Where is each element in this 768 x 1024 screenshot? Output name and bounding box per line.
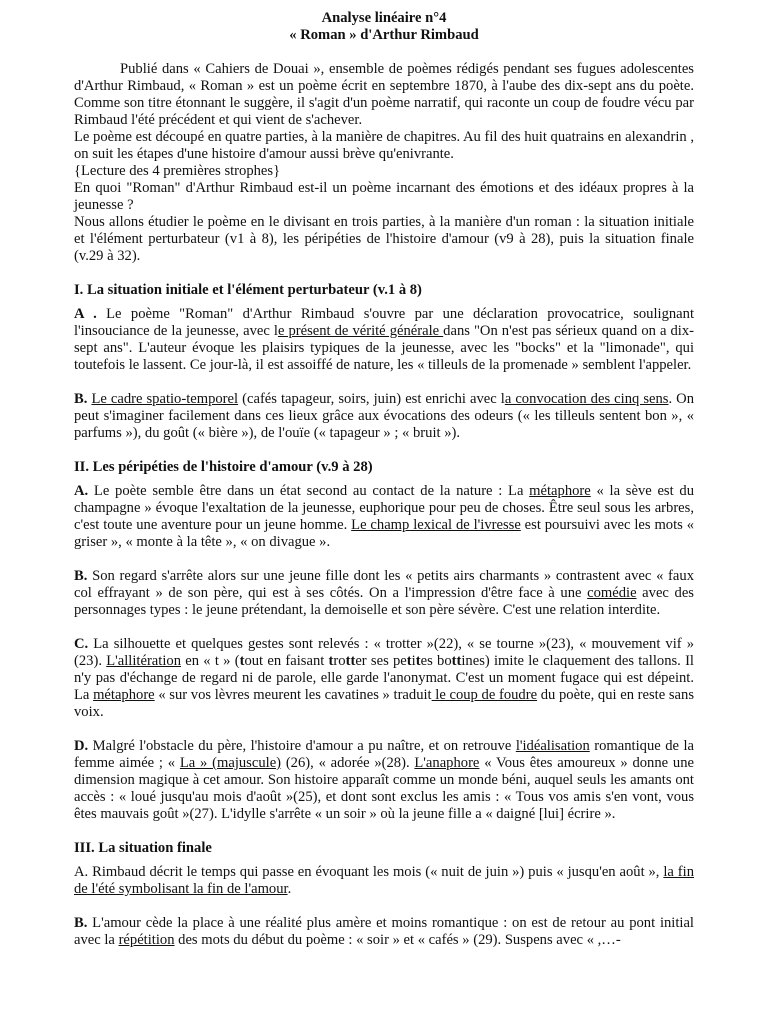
text-run: out en faisant bbox=[244, 653, 329, 669]
text-run: Rimbaud décrit le temps qui passe en évoquant les mois (« nuit de juin ») puis « jusqu'en août », bbox=[88, 864, 664, 880]
section-1-paragraph-a bbox=[74, 306, 694, 374]
text-run: avec des personnages types : le jeune prétendant, la demoiselle et son père sévère. C'est une relation interdite. bbox=[74, 585, 694, 618]
paragraph-label: C. bbox=[74, 636, 89, 652]
text-run: Son regard s'arrête alors sur une jeune fille dont les « petits airs charmants » contrastent avec « faux col effrayant » de son père, qui est à ses côtés. On a l'impression d'être face à une bbox=[74, 568, 694, 601]
underlined-term: La » (majuscule) bbox=[179, 755, 282, 771]
text-run: (cafés tapageur, soirs, juin) est enrichi avec l bbox=[238, 391, 505, 407]
text-run: Le poète semble être dans un état second au contact de la nature : La bbox=[88, 483, 530, 499]
intro-reading-note: {Lecture des 4 premières strophes} bbox=[74, 163, 281, 179]
underlined-term: la fin de l'été symbolisant la fin de l'amour bbox=[74, 864, 694, 897]
text-run: Malgré l'obstacle du père, l'histoire d'amour a pu naître, et on retrouve bbox=[88, 738, 516, 754]
text-run: Le poème "Roman" d'Arthur Rimbaud s'ouvre par une déclaration provocatrice, soulignant l'insouciance de la jeunesse, avec l bbox=[74, 306, 694, 339]
paragraph-label: A. bbox=[74, 483, 89, 499]
bold-letter: t bbox=[239, 653, 245, 669]
text-run: du poète, qui en reste sans voix. bbox=[74, 687, 695, 720]
underlined-term: e présent de vérité générale bbox=[277, 323, 444, 339]
bold-letter: t bbox=[406, 653, 412, 669]
text-run: i bbox=[411, 653, 416, 669]
paragraph-label: B. bbox=[74, 915, 88, 931]
text-run: (26), « adorée »(28). bbox=[281, 755, 415, 771]
underlined-term: a convocation des cinq sens bbox=[504, 391, 669, 407]
text-run: . bbox=[287, 881, 292, 897]
text-run: ro bbox=[333, 653, 346, 669]
intro-paragraph-2: Le poème est découpé en quatre parties, à la manière de chapitres. Au fil des huit quatrains en alexandrin , on suit les étapes d'une histoire d'amour aussi brève qu'enivrante. bbox=[74, 129, 694, 162]
text-run: L'amour cède la place à une réalité plus amère et moins romantique : on est de retour au pont initial avec la bbox=[74, 915, 694, 948]
bold-letter: t bbox=[415, 653, 421, 669]
document-subtitle: « Roman » d'Arthur Rimbaud bbox=[289, 27, 479, 43]
underlined-term: le coup de foudre bbox=[431, 687, 538, 703]
text-run: . On peut s'imaginer facilement dans ces lieux grâce aux évocations des odeurs (« les tilleuls sentent bon », « parfums »), du goût (« bière »), de l'ouïe (« tapageur » ; « bruit »). bbox=[74, 391, 695, 441]
text-run: es bo bbox=[420, 653, 452, 669]
text-run: est poursuivi avec les mots « griser », « monte à la tête », « on divague ». bbox=[74, 517, 695, 550]
text-run: en « t » ( bbox=[181, 653, 240, 669]
bold-letter: tt bbox=[345, 653, 356, 669]
text-run: La silhouette et quelques gestes sont relevés : « trotter »(22), « se tourne »(23), « mouvement vif » (23). bbox=[74, 636, 694, 669]
underlined-term: L'anaphore bbox=[414, 755, 480, 771]
bold-letter: tt bbox=[451, 653, 462, 669]
section-3-paragraph-b bbox=[74, 915, 694, 949]
paragraph-label: D. bbox=[74, 738, 89, 754]
paragraph-label: B. bbox=[74, 568, 88, 584]
text-run: er ses pe bbox=[355, 653, 407, 669]
problematique: En quoi "Roman" d'Arthur Rimbaud est-il un poème incarnant des émotions et des idéaux propres à la jeunesse ? bbox=[74, 180, 694, 213]
text-run: « la sève est du champagne » évoque l'exaltation de la jeunesse, euphorique pour peu de choses. Être seul sous les arbres, c'est toute une aventure pour un jeune homme. bbox=[74, 483, 694, 533]
text-run: des mots du début du poème : « soir » et « cafés » (29). Suspens avec « ,…- bbox=[174, 932, 621, 948]
text-run: « Vous êtes amoureux » donne une dimension magique à cet amour. Son histoire apparaît comme un monde béni, auquel seuls les amants ont accès : « loué jusqu'au mois d'août »(25), et dont sont exclus les amis : « Tous vos amis s'en vont, vous êtes mauvais goût »(27). L'idylle s'arrête « un soir » où la jeune fille a « daigné [lui] écrire ». bbox=[74, 755, 694, 822]
document-title: Analyse linéaire n°4 bbox=[321, 10, 447, 26]
underlined-term: l'idéalisation bbox=[515, 738, 590, 754]
underlined-term: métaphore bbox=[93, 687, 155, 703]
intro-paragraph-1: Publié dans « Cahiers de Douai », ensemble de poèmes rédigés pendant ses fugues adolescentes d'Arthur Rimbaud, « Roman » est un poème écrit en septembre 1870, à l'aube des dix-sept ans du poète. Comme son titre étonnant le suggère, il s'agit d'un poème narratif, qui raconte un coup de foudre vécu par Rimbaud l'été précédent et qui vient de s'achever. bbox=[74, 61, 694, 128]
section-3-paragraph-a bbox=[74, 864, 694, 898]
plan-announcement: Nous allons étudier le poème en le divisant en trois parties, à la manière d'un roman : la situation initiale et l'élément perturbateur (v1 à 8), les péripéties de l'histoire d'amour (v9 à 28), puis la situation finale (v.29 à 32). bbox=[74, 214, 694, 264]
underlined-term: L'allitération bbox=[106, 653, 181, 669]
text-run: ines) imite le claquement des tallons. Il n'y pas d'échange de regard ni de parole, elle garde l'anonymat. C'est un moment fugace qui est dépeint. La bbox=[74, 653, 694, 703]
section-1-heading: I. La situation initiale et l'élément perturbateur (v.1 à 8) bbox=[74, 282, 422, 298]
section-2-paragraph-c bbox=[74, 636, 694, 721]
paragraph-label: A. bbox=[74, 864, 89, 880]
underlined-term: comédie bbox=[587, 585, 637, 601]
section-2-paragraph-a bbox=[74, 483, 694, 551]
text-run: « sur vos lèvres meurent les cavatines » traduit bbox=[154, 687, 432, 703]
bold-letter: t bbox=[328, 653, 334, 669]
section-2-paragraph-d bbox=[74, 738, 694, 823]
section-2-paragraph-b bbox=[74, 568, 694, 619]
underlined-term: Le cadre spatio-temporel bbox=[91, 391, 239, 407]
text-run: romantique de la femme aimée ; « bbox=[74, 738, 694, 771]
underlined-term: Le champ lexical de l'ivresse bbox=[351, 517, 521, 533]
section-1-paragraph-b bbox=[74, 391, 694, 442]
paragraph-label: B. bbox=[74, 391, 88, 407]
section-2-heading: II. Les péripéties de l'histoire d'amour (v.9 à 28) bbox=[74, 459, 373, 475]
underlined-term: répétition bbox=[118, 932, 175, 948]
underlined-term: métaphore bbox=[529, 483, 591, 499]
paragraph-label: A . bbox=[74, 306, 97, 322]
section-3-heading: III. La situation finale bbox=[74, 840, 212, 856]
text-run: dans "On n'est pas sérieux quand on a dix-sept ans". L'auteur évoque les plaisirs typiques de la jeunesse, avec les "bocks" et la "limonade", qui toutefois le lassent. Ce jour-là, il est assoiffé de nature, les « tilleuls de la promenade » semblent l'appeler. bbox=[74, 323, 694, 373]
